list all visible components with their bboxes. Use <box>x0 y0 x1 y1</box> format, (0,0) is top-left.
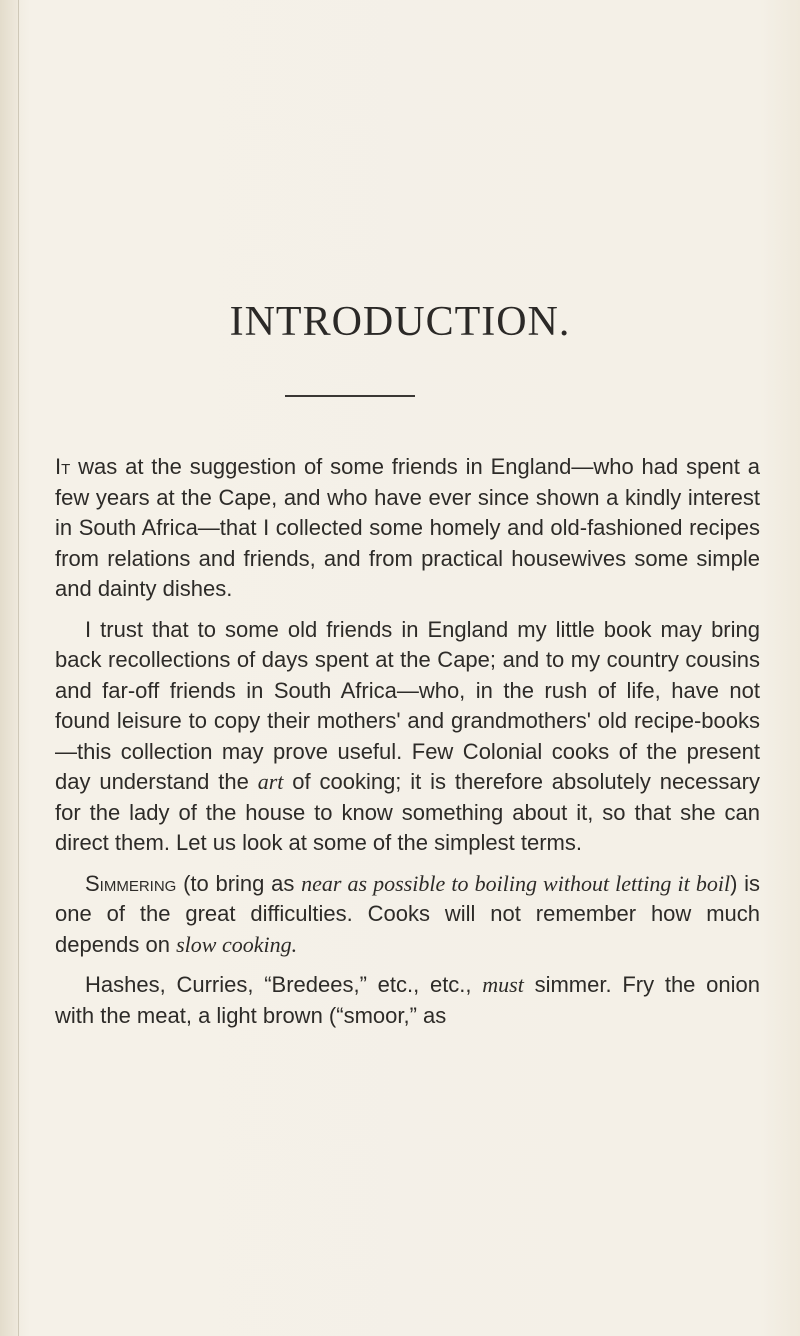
paragraph-2-text-a: I trust that to some old friends in England my little book may bring back recollections of days spent at the Cape; and to my country cousins and far-off friends in South Africa—who, in the rush of life, have not found leisure to copy their mothers' and grandmothers' old recipe-books—this collection may prove useful. Few Colonial cooks of the present day understand the <box>55 616 760 794</box>
paragraph-2-text-b: of cooking; it is therefore absolutely necessary for the lady of the house to know something about it, so that she can direct them. Let us look at some of the simplest terms. <box>55 769 760 855</box>
paragraph-4-text-b: simmer. Fry the onion with the meat, a light brown (“smoor,” as <box>55 972 760 1028</box>
page-gutter <box>0 0 19 1336</box>
paragraph-2-emphasis: art <box>257 769 284 794</box>
paragraph-4-emphasis: must <box>482 972 524 997</box>
paragraph-3-text-b: ) is one of the great difficulties. Cooks will not remember how much depends on <box>55 870 760 957</box>
paragraph-3-lead: Simmering <box>85 870 177 896</box>
paragraph-1-text: was at the suggestion of some friends in England—who had spent a few years at the Cape, and who have ever since shown a kindly interest in South Africa—that I collected some homely and old-fashioned recipes from relations and friends, and from practical housewives some simple and dainty dishes. <box>55 454 760 601</box>
paragraph-4 <box>55 970 760 1031</box>
paragraph-4-text-a: Hashes, Curries, “Bredees,” etc., etc., <box>85 972 483 997</box>
paragraph-1 <box>55 452 760 605</box>
paragraph-2 <box>55 615 760 859</box>
title-rule <box>285 395 415 397</box>
paragraph-3-emphasis-a: near as possible to boiling without letting it boil <box>301 870 731 896</box>
paragraph-3-text-a: (to bring as <box>176 870 302 896</box>
paragraph-3-emphasis-b: slow cooking. <box>176 931 298 957</box>
body-text <box>55 452 760 1031</box>
paragraph-3 <box>55 869 760 961</box>
page-title: INTRODUCTION. <box>229 299 571 345</box>
paragraph-1-lead: It <box>55 454 71 479</box>
